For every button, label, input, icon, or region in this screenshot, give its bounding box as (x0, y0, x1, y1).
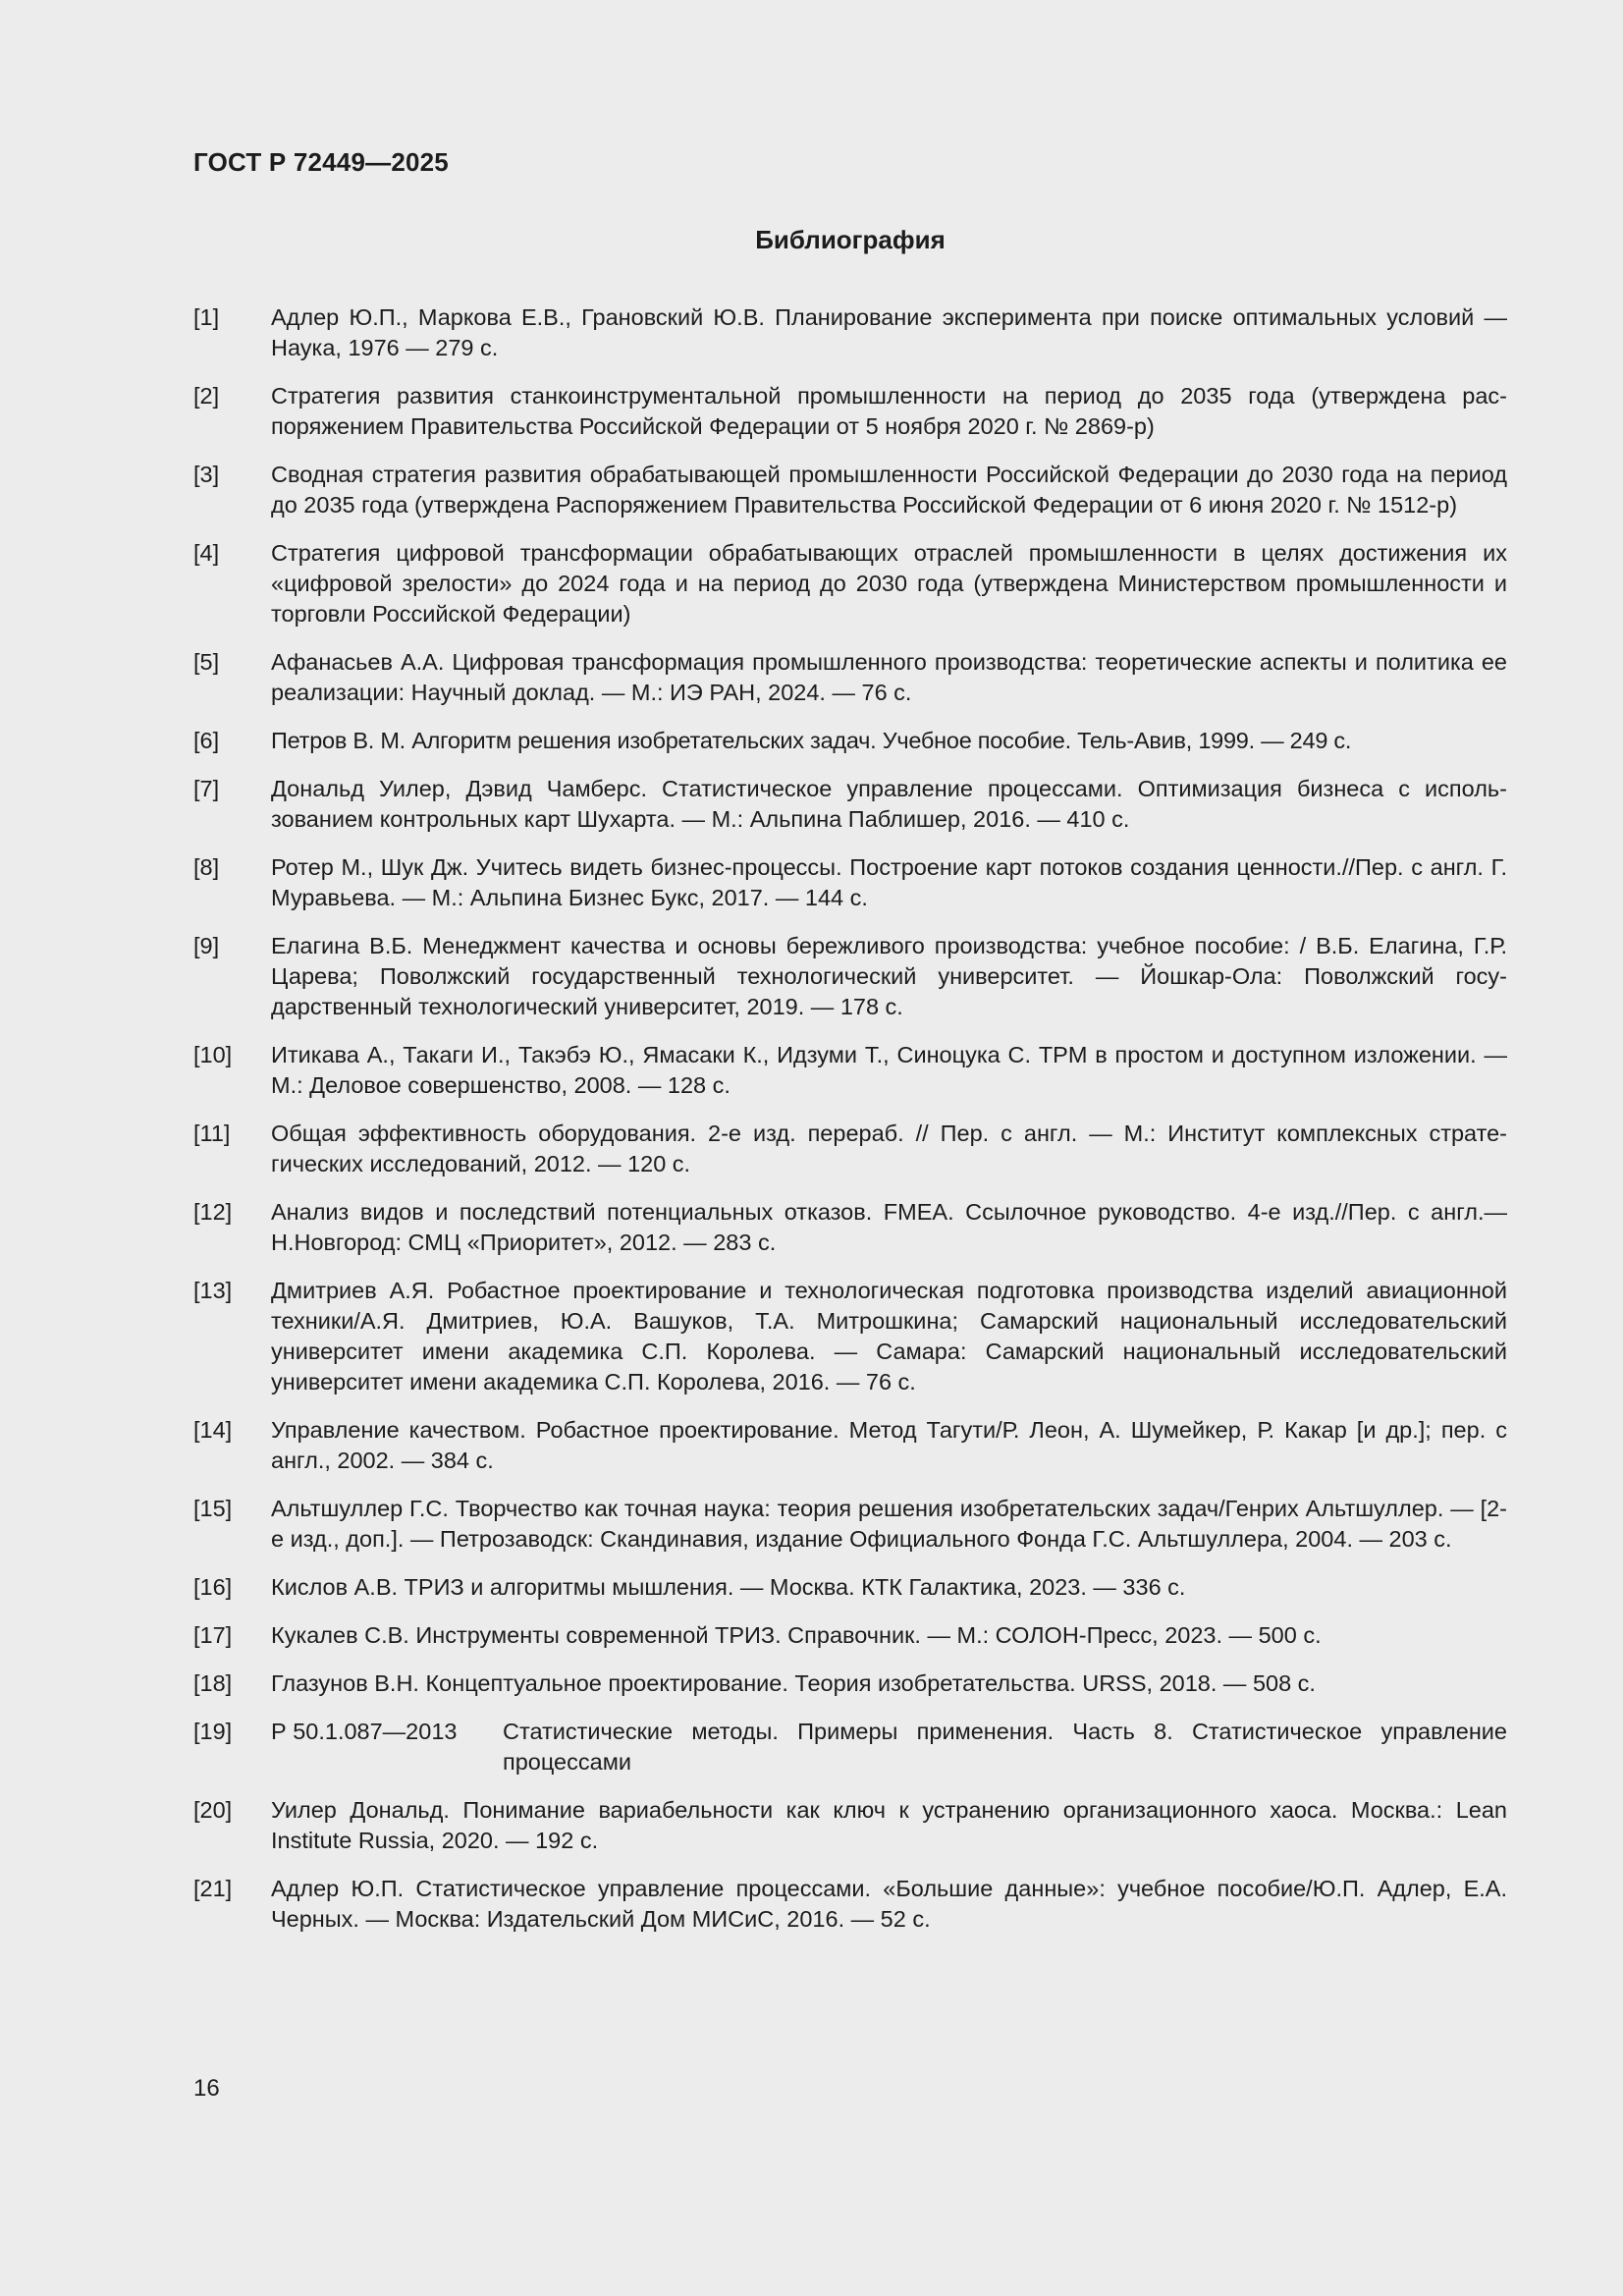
bibliography-entry-4 (193, 538, 1507, 629)
entry-number: [7] (193, 776, 220, 801)
entry-number: [17] (193, 1622, 233, 1648)
entry-text: Альтшуллер Г.С. Творчество как точная наука: теория решения изобретательских задач/Генрих Альтшуллер. — [2-е изд., доп.]. — Петрозаводск: Скандинавия, издание Официального Фонда Г.С. Альтшуллера, 2004. — 203 с. (271, 1496, 1507, 1552)
entry-text: Елагина В.Б. Менеджмент качества и основы бережливого производства: учебное пособие: / В.Б. Елагина, Г.Р. Царева; Поволжский государственный технологический университет. — Йошкар-Ола: Поволжский государственный технологический университет, 2019. — 178 с. (271, 933, 1507, 1019)
entry-text: Стратегия цифровой трансформации обрабатывающих отраслей промышленности в целях достижения их «цифровой зрелости» до 2024 года и на период до 2030 года (утверждена Министерством промышленности и торговли Российской Федерации) (271, 540, 1507, 627)
entry-number: [13] (193, 1278, 233, 1303)
bibliography-entry-5 (193, 647, 1507, 708)
entry-text: Афанасьев А.А. Цифровая трансформация промышленного производства: теоретические аспекты и политика ее реализации: Научный доклад. — М.: ИЭ РАН, 2024. — 76 с. (271, 649, 1507, 705)
entry-number: [5] (193, 649, 220, 675)
entry-text: Управление качеством. Робастное проектирование. Метод Тагути/Р. Леон, А. Шумейкер, Р. Какар [и др.]; пер. с англ., 2002. — 384 с. (271, 1417, 1507, 1473)
bibliography-entry-3 (193, 460, 1507, 520)
bibliography-entry-7 (193, 774, 1507, 835)
bibliography-entry-2 (193, 381, 1507, 442)
entry-number: [4] (193, 540, 220, 566)
standard-code: Р 50.1.087—2013 (271, 1719, 458, 1744)
bibliography-entry-17 (193, 1620, 1507, 1651)
entry-text: Уилер Дональд. Понимание вариабельности как ключ к устранению организационного хаоса. Москва.: Lean Institute Russia, 2020. — 192 с. (271, 1797, 1507, 1853)
bibliography-entry-12 (193, 1197, 1507, 1258)
bibliography-entry-18 (193, 1668, 1507, 1699)
bibliography-entry-15 (193, 1494, 1507, 1555)
entry-number: [15] (193, 1496, 233, 1521)
entry-number: [12] (193, 1199, 233, 1225)
bibliography-entry-19 (193, 1717, 1507, 1777)
page-number: 16 (193, 2075, 220, 2102)
entry-number: [3] (193, 462, 220, 487)
entry-text: Общая эффективность оборудования. 2-е изд. перераб. // Пер. с англ. — М.: Институт комплексных стратегических исследований, 2012. — 120 с. (271, 1121, 1507, 1176)
entry-number: [18] (193, 1670, 233, 1696)
entry-number: [1] (193, 304, 220, 330)
entry-number: [8] (193, 854, 220, 880)
entry-text: Сводная стратегия развития обрабатывающей промышленности Российской Федерации до 2030 года на период до 2035 года (утверждена Распоряжением Правительства Российской Федерации от 6 июня 2020 г. № 1512-р) (271, 462, 1507, 518)
entry-number: [11] (193, 1121, 231, 1146)
entry-text: Итикава А., Такаги И., Такэбэ Ю., Ямасаки К., Идзуми Т., Синоцука С. TPM в простом и доступном изложении. — М.: Деловое совершенство, 2008. — 128 с. (271, 1042, 1507, 1098)
entry-text: Глазунов В.Н. Концептуальное проектирование. Теория изобретательства. URSS, 2018. — 508 с. (271, 1670, 1316, 1696)
entry-number: [9] (193, 933, 220, 958)
entry-text: Ротер М., Шук Дж. Учитесь видеть бизнес-процессы. Построение карт потоков создания ценности.//Пер. с англ. Г. Муравьева. — М.: Альпина Бизнес Букс, 2017. — 144 с. (271, 854, 1507, 910)
document-code-header: ГОСТ Р 72449—2025 (193, 147, 449, 177)
entry-text: Кукалев С.В. Инструменты современной ТРИЗ. Справочник. — М.: СОЛОН-Пресс, 2023. — 500 с. (271, 1622, 1322, 1648)
entry-number: [10] (193, 1042, 233, 1067)
entry-text: Дмитриев А.Я. Робастное проектирование и технологическая подготовка производства изделий авиационной техники/А.Я. Дмитриев, Ю.А. Вашуков, Т.А. Митрошкина; Самарский национальный исследовательский университет имени академика С.П. Королева. — Самара: Самарский национальный исследовательский университет имени академика С.П. Королева, 2016. — 76 с. (271, 1278, 1507, 1394)
entry-text: Дональд Уилер, Дэвид Чамберс. Статистическое управление процессами. Оптимизация бизнеса с использованием контрольных карт Шухарта. — М.: Альпина Паблишер, 2016. — 410 с. (271, 776, 1507, 832)
bibliography-list (193, 302, 1507, 1952)
bibliography-entry-13 (193, 1276, 1507, 1397)
entry-number: [2] (193, 383, 220, 409)
entry-text: Адлер Ю.П. Статистическое управление процессами. «Большие данные»: учебное пособие/Ю.П. Адлер, Е.А. Черных. — Москва: Издательский Дом МИСиС, 2016. — 52 с. (271, 1876, 1507, 1932)
entry-number: [16] (193, 1574, 233, 1600)
entry-text: Петров В. М. Алгоритм решения изобретательских задач. Учебное пособие. Тель-Авив, 1999. — 249 с. (271, 728, 1352, 753)
bibliography-entry-14 (193, 1415, 1507, 1476)
bibliography-entry-20 (193, 1795, 1507, 1856)
bibliography-entry-10 (193, 1040, 1507, 1101)
entry-text: Анализ видов и последствий потенциальных отказов. FMEA. Ссылочное руководство. 4-е изд.//Пер. с англ.— Н.Новгород: СМЦ «Приоритет», 2012. — 283 с. (271, 1199, 1507, 1255)
entry-number: [6] (193, 728, 220, 753)
entry-number: [20] (193, 1797, 233, 1823)
entry-text: Статистические методы. Примеры применения. Часть 8. Статистическое управление процессами (503, 1719, 1507, 1775)
bibliography-entry-9 (193, 931, 1507, 1022)
entry-text: Стратегия развития станкоинструментальной промышленности на период до 2035 года (утверждена распоряжением Правительства Российской Федерации от 5 ноября 2020 г. № 2869-р) (271, 383, 1507, 439)
entry-number: [21] (193, 1876, 233, 1901)
bibliography-entry-16 (193, 1572, 1507, 1603)
bibliography-entry-8 (193, 852, 1507, 913)
entry-text: Адлер Ю.П., Маркова Е.В., Грановский Ю.В. Планирование эксперимента при поиске оптимальных условий — Наука, 1976 — 279 с. (271, 304, 1507, 360)
bibliography-entry-21 (193, 1874, 1507, 1935)
entry-number: [19] (193, 1719, 233, 1744)
entry-text: Кислов А.В. ТРИЗ и алгоритмы мышления. — Москва. КТК Галактика, 2023. — 336 с. (271, 1574, 1186, 1600)
bibliography-entry-1 (193, 302, 1507, 363)
bibliography-entry-6 (193, 726, 1507, 756)
bibliography-entry-11 (193, 1119, 1507, 1179)
entry-number: [14] (193, 1417, 233, 1443)
bibliography-heading: Библиография (755, 225, 946, 254)
